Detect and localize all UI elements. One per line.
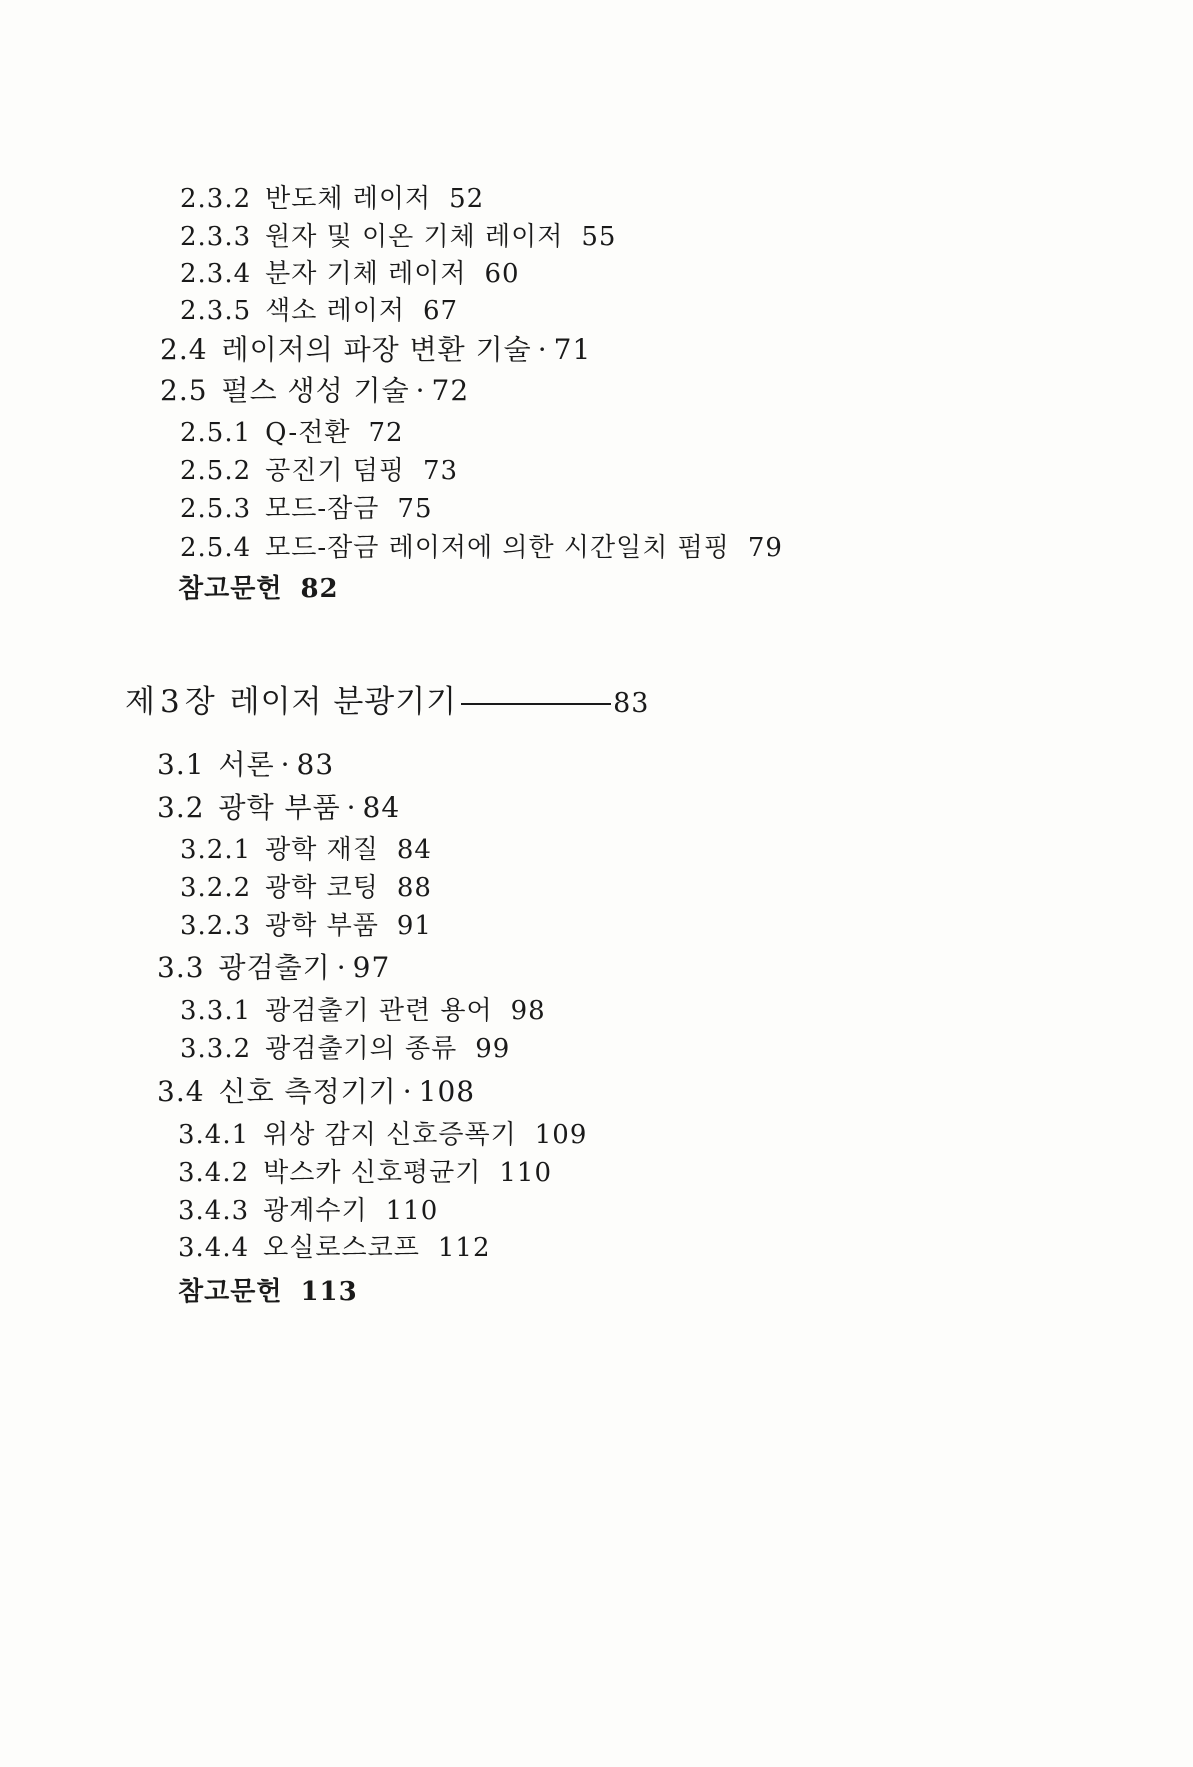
entry-title: 레이저의 파장 변환 기술 bbox=[221, 333, 532, 366]
entry-title: 원자 및 이온 기체 레이저 bbox=[265, 222, 564, 252]
entry-page: 72 bbox=[368, 418, 404, 448]
entry-page: 91 bbox=[396, 911, 432, 941]
toc-entry-2-5-2 bbox=[180, 454, 458, 488]
entry-page: 88 bbox=[396, 873, 432, 903]
entry-page: 71 bbox=[553, 333, 592, 366]
entry-number: 3.3 bbox=[157, 951, 205, 984]
entry-page: 60 bbox=[484, 259, 520, 289]
toc-entry-3-2-3 bbox=[180, 909, 432, 943]
chapter-number: 3 bbox=[159, 684, 181, 720]
entry-page: 110 bbox=[499, 1158, 552, 1188]
entry-page: 108 bbox=[418, 1075, 476, 1108]
entry-number: 2.3.3 bbox=[180, 222, 252, 252]
entry-page: 109 bbox=[534, 1120, 588, 1150]
entry-page: 83 bbox=[296, 748, 335, 781]
entry-title: 서론 bbox=[218, 748, 275, 781]
entry-page: 112 bbox=[437, 1233, 491, 1263]
entry-number: 2.3.2 bbox=[180, 184, 252, 214]
entry-number: 3.1 bbox=[157, 748, 205, 781]
chapter-title: 레이저 분광기기 bbox=[229, 684, 458, 720]
entry-separator: · bbox=[280, 748, 291, 781]
chapter-heading bbox=[125, 682, 649, 724]
entry-title: 광검출기의 종류 bbox=[265, 1034, 458, 1064]
entry-title: 위상 감지 신호증폭기 bbox=[263, 1120, 517, 1150]
entry-number: 2.5.2 bbox=[180, 456, 252, 486]
toc-entry-references-ch2 bbox=[178, 572, 339, 606]
entry-separator: · bbox=[336, 951, 347, 984]
toc-entry-2-5-3 bbox=[180, 492, 433, 526]
entry-page: 72 bbox=[431, 374, 470, 407]
entry-number: 3.2 bbox=[157, 791, 205, 824]
entry-number: 2.5.4 bbox=[180, 533, 252, 563]
entry-number: 3.2.3 bbox=[180, 911, 252, 941]
entry-title: 광계수기 bbox=[263, 1196, 368, 1226]
entry-title: 참고문헌 bbox=[178, 574, 283, 604]
entry-page: 99 bbox=[475, 1034, 511, 1064]
entry-number: 2.4 bbox=[160, 333, 208, 366]
entry-title: 펄스 생성 기술 bbox=[221, 374, 410, 407]
entry-number: 2.5.1 bbox=[180, 418, 252, 448]
entry-number: 2.5.3 bbox=[180, 494, 252, 524]
entry-number: 3.2.1 bbox=[180, 835, 252, 865]
entry-number: 3.2.2 bbox=[180, 873, 252, 903]
toc-entry-references-ch3 bbox=[178, 1275, 358, 1309]
chapter-suffix: 장 bbox=[184, 684, 216, 720]
entry-page: 84 bbox=[362, 791, 401, 824]
entry-page: 97 bbox=[352, 951, 391, 984]
entry-title: 모드-잠금 레이저에 의한 시간일치 펌핑 bbox=[265, 533, 730, 563]
entry-page: 84 bbox=[396, 835, 432, 865]
toc-entry-3-4-3 bbox=[178, 1194, 438, 1228]
toc-entry-3-2-1 bbox=[180, 833, 432, 867]
entry-title: 광학 코팅 bbox=[265, 873, 379, 903]
toc-entry-3-4-4 bbox=[178, 1231, 491, 1265]
toc-entry-3-4-2 bbox=[178, 1156, 552, 1190]
entry-number: 2.3.5 bbox=[180, 296, 252, 326]
entry-title: 광검출기 관련 용어 bbox=[265, 996, 493, 1026]
toc-entry-2-5 bbox=[160, 374, 469, 408]
entry-number: 3.4.2 bbox=[178, 1158, 250, 1188]
entry-separator: · bbox=[537, 333, 548, 366]
entry-title: 광검출기 bbox=[218, 951, 331, 984]
toc-entry-3-3-2 bbox=[180, 1032, 510, 1066]
entry-number: 3.4 bbox=[157, 1075, 205, 1108]
entry-separator: · bbox=[346, 791, 357, 824]
entry-title: 신호 측정기기 bbox=[218, 1075, 397, 1108]
toc-entry-3-3 bbox=[157, 951, 390, 985]
entry-number: 3.4.3 bbox=[178, 1196, 250, 1226]
entry-number: 3.3.1 bbox=[180, 996, 252, 1026]
toc-entry-2-4 bbox=[160, 333, 591, 367]
toc-entry-3-2 bbox=[157, 791, 400, 825]
entry-title: 반도체 레이저 bbox=[265, 184, 432, 214]
entry-page: 98 bbox=[510, 996, 546, 1026]
toc-entry-2-3-3 bbox=[180, 220, 616, 254]
entry-number: 3.4.1 bbox=[178, 1120, 250, 1150]
entry-page: 75 bbox=[397, 494, 433, 524]
entry-page: 110 bbox=[385, 1196, 439, 1226]
entry-title: 모드-잠금 bbox=[265, 494, 380, 524]
toc-entry-3-3-1 bbox=[180, 994, 546, 1028]
entry-title: 색소 레이저 bbox=[265, 296, 406, 326]
entry-page: 52 bbox=[449, 184, 485, 214]
leader-rule bbox=[461, 703, 611, 705]
toc-entry-2-5-4 bbox=[180, 531, 783, 565]
entry-title: 오실로스코프 bbox=[263, 1233, 420, 1263]
toc-entry-3-1 bbox=[157, 748, 334, 782]
entry-title: 공진기 덤핑 bbox=[265, 456, 406, 486]
toc-entry-2-3-5 bbox=[180, 294, 458, 328]
chapter-page: 83 bbox=[613, 688, 650, 719]
toc-entry-3-4-1 bbox=[178, 1118, 587, 1152]
toc-entry-2-3-2 bbox=[180, 182, 484, 216]
entry-title: 광학 재질 bbox=[265, 835, 379, 865]
entry-title: Q-전환 bbox=[265, 418, 351, 448]
entry-number: 3.4.4 bbox=[178, 1233, 250, 1263]
entry-number: 2.5 bbox=[160, 374, 208, 407]
entry-page: 79 bbox=[747, 533, 783, 563]
entry-page: 73 bbox=[423, 456, 459, 486]
entry-number: 3.3.2 bbox=[180, 1034, 252, 1064]
entry-page: 67 bbox=[423, 296, 459, 326]
toc-entry-3-2-2 bbox=[180, 871, 432, 905]
toc-entry-2-3-4 bbox=[180, 257, 520, 291]
entry-page: 82 bbox=[300, 574, 339, 604]
toc-entry-3-4 bbox=[157, 1075, 475, 1109]
entry-title: 박스카 신호평균기 bbox=[263, 1158, 482, 1188]
entry-title: 광학 부품 bbox=[265, 911, 379, 941]
entry-page: 55 bbox=[581, 222, 617, 252]
chapter-prefix: 제 bbox=[125, 684, 156, 720]
entry-title: 광학 부품 bbox=[218, 791, 341, 824]
entry-number: 2.3.4 bbox=[180, 259, 252, 289]
toc-entry-2-5-1 bbox=[180, 416, 404, 450]
entry-page: 113 bbox=[300, 1277, 358, 1307]
entry-separator: · bbox=[415, 374, 426, 407]
entry-title: 분자 기체 레이저 bbox=[265, 259, 467, 289]
entry-separator: · bbox=[402, 1075, 413, 1108]
entry-title: 참고문헌 bbox=[178, 1277, 283, 1307]
